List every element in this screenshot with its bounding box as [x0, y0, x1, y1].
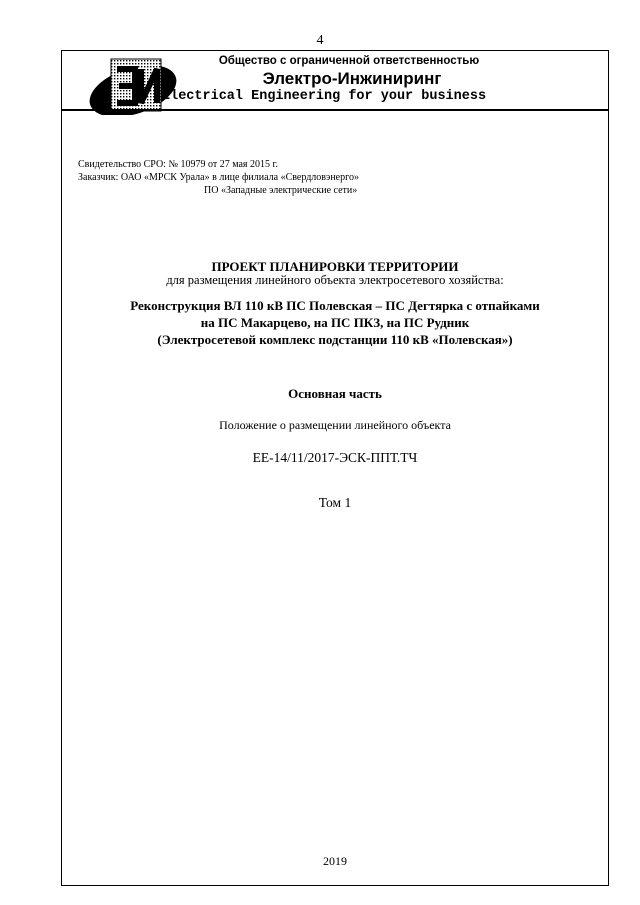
- project-line: (Электросетевой комплекс подстанции 110 кВ «Полевская»): [157, 332, 513, 347]
- document-volume: Том 1: [318, 495, 352, 510]
- org-legal-form: Общество с ограниченной ответственностью: [218, 55, 480, 67]
- customer-line: Заказчик: ОАО «МРСК Урала» в лице филиала «Свердловэнерго»: [78, 172, 359, 183]
- page-number: 4: [316, 33, 324, 48]
- document-frame: [61, 50, 609, 886]
- project-name: [62, 297, 608, 348]
- project-line: Реконструкция ВЛ 110 кВ ПС Полевская – ПС Дегтярка с отпайками: [130, 298, 540, 313]
- document-code: ЕЕ-14/11/2017-ЭСК-ППТ.ТЧ: [252, 450, 418, 465]
- document-title: ПРОЕКТ ПЛАНИРОВКИ ТЕРРИТОРИИ: [211, 259, 459, 274]
- certificate-block: [78, 158, 359, 197]
- document-part: Основная часть: [288, 386, 382, 401]
- org-name: Электро-Инжиниринг: [262, 69, 442, 88]
- customer-branch: ПО «Западные электрические сети»: [204, 185, 358, 196]
- document-subtitle: для размещения линейного объекта электросетевого хозяйства:: [166, 273, 504, 287]
- sro-certificate: Свидетельство СРО: № 10979 от 27 мая 2015 г.: [78, 159, 278, 170]
- document-description: Положение о размещении линейного объекта: [219, 418, 451, 432]
- company-logo: [87, 57, 182, 115]
- project-line: на ПС Макарцево, на ПС ПКЗ, на ПС Рудник: [200, 315, 470, 330]
- org-slogan: Electrical Engineering for your business: [162, 89, 487, 104]
- document-year: 2019: [323, 854, 347, 868]
- header-divider: [62, 109, 608, 111]
